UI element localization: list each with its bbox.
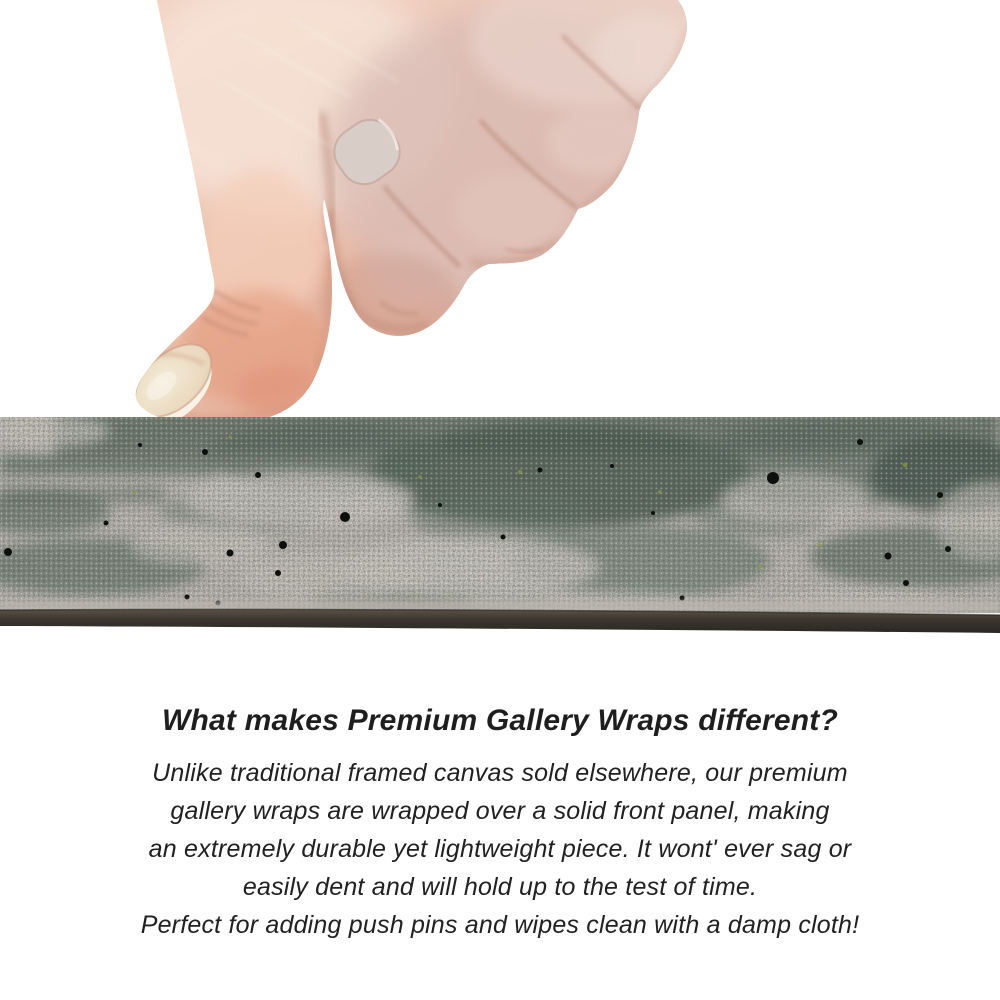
hand-pressing-photo	[0, 0, 1000, 432]
description	[0, 754, 1000, 944]
description-line: an extremely durable yet lightweight piece. It wont' ever sag or	[148, 835, 852, 863]
hand-silhouette	[116, 0, 735, 432]
info-section	[0, 698, 1000, 944]
canvas-wrap-edge-photo	[0, 417, 1000, 633]
description-line: Unlike traditional framed canvas sold elsewhere, our premium	[152, 759, 848, 787]
description-line: gallery wraps are wrapped over a solid front panel, making	[170, 797, 830, 825]
canvas-texture	[0, 417, 1000, 633]
description-line: easily dent and will hold up to the test of time.	[242, 873, 758, 901]
description-line: Perfect for adding push pins and wipes clean with a damp cloth!	[140, 911, 860, 939]
page-title: What makes Premium Gallery Wraps different?	[161, 704, 839, 737]
